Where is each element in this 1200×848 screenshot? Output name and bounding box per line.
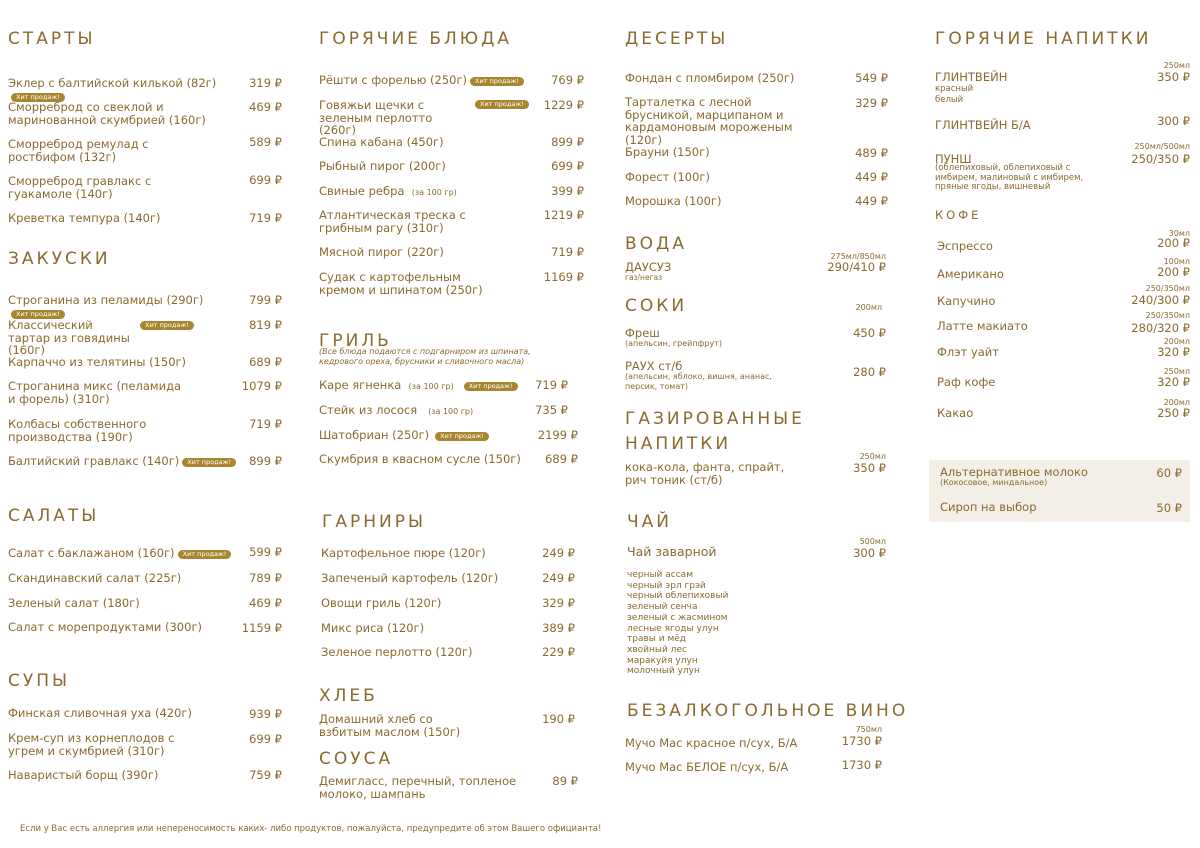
volume-label: 750мл [855,725,882,734]
menu-item-price: 1730 ₽ [841,734,882,748]
menu-item-name: Судак с картофельным кремом и шпинатом (250г) [319,270,483,297]
menu-item-name: Строганина из пеламиды (290г)Хит продаж! [8,293,204,318]
menu-item-price: 789 ₽ [249,571,282,585]
hit-badge: Хит продаж! [182,458,236,467]
menu-item-name: Рёшти с форелью (250г) Хит продаж! [319,74,539,87]
menu-item-name: Тарталетка с лесной брусникой, марципаном и кардамоновым мороженым (120г) [625,95,793,147]
volume-label: 100мл [1163,257,1190,266]
menu-item-price: 389 ₽ [542,621,575,635]
menu-item-price: 290/410 ₽ [827,260,886,274]
menu-item-name: Финская сливочная уха (420г) [8,706,192,720]
menu-item-name: Чай заварной [627,544,717,559]
menu-item-name: Крем-суп из корнеплодов с угрем и скумбрией (310г) [8,731,175,758]
menu-item-name: Форест (100г) [625,170,710,184]
menu-item-price: 450 ₽ [853,326,886,340]
tea-sort: лесные ягоды улун [627,623,719,634]
menu-item-sub: (облепиховый, облепиховый с имбирем, малиновый с имбирем, пряные ягоды, вишневый [935,163,1084,192]
hit-badge: Хит продаж! [11,93,65,102]
menu-item-price: 689 ₽ [249,355,282,369]
menu-item-name: Колбасы собственного производства (190г) [8,417,147,444]
menu-item-price: 319 ₽ [249,76,282,90]
menu-item-name: Мясной пирог (220г) [319,245,444,259]
menu-item-name: Рыбный пирог (200г) [319,159,446,173]
tea-sort: молочный улун [627,666,700,677]
menu-item-price: 300 ₽ [853,546,886,560]
menu-item-price: 329 ₽ [542,596,575,610]
menu-item-name: Говяжьи щечки с зеленым перлотто (260г) [319,98,433,137]
menu-item-name: Каре ягненка (за 100 гр) Хит продаж! [319,379,539,394]
menu-item-price: 589 ₽ [249,135,282,149]
menu-item-price: 699 ₽ [249,732,282,746]
menu-item-name: Мучо Мас БЕЛОЕ п/сух, Б/А [625,760,789,774]
section-title-juices: СОКИ [625,296,688,316]
per-weight-note: (за 100 гр) [408,382,454,391]
menu-item-name: Наваристый борщ (390г) [8,768,159,782]
section-title-tea: ЧАЙ [627,512,673,532]
menu-item-price: 819 ₽ [249,318,282,332]
menu-item-price: 320 ₽ [1157,375,1190,389]
menu-item-price: 350 ₽ [1157,70,1190,84]
section-title-hot-dishes: ГОРЯЧИЕ БЛЮДА [319,29,513,49]
menu-item-name: Строганина микс (пеламида и форель) (310г) [8,379,182,406]
volume-label: 200мл [1163,337,1190,346]
menu-item-price: 350 ₽ [853,461,886,475]
tea-sort: травы и мёд [627,634,687,645]
section-title-soups: СУПЫ [8,671,71,691]
menu-item-sub: (Кокосовое, миндальное) [940,478,1048,487]
volume-label: 200мл [1163,398,1190,407]
menu-item-name: Эспрессо [937,239,993,253]
volume-label: 250мл/500мл [1134,142,1190,151]
menu-item-price: 939 ₽ [249,707,282,721]
section-title-salads: САЛАТЫ [8,506,100,526]
menu-item-name: Спина кабана (450г) [319,135,444,149]
menu-item-name: ГЛИНТВЕЙН Б/А [935,118,1031,132]
section-title-na-wine: БЕЗАЛКОГОЛЬНОЕ ВИНО [627,701,909,721]
section-title-desserts: ДЕСЕРТЫ [625,29,729,49]
menu-item-name: Демигласс, перечный, топленое молоко, шампань [319,774,517,801]
menu-item-price: 399 ₽ [551,184,584,198]
menu-item-sub: (апельсин, яблоко, вишня, ананас, персик, томат) [625,372,772,391]
menu-item-name: Микс риса (120г) [321,621,425,635]
menu-item-name: Мучо Мас красное п/сух, Б/А [625,736,798,750]
hit-badge: Хит продаж! [464,382,518,391]
menu-item-price: 1219 ₽ [543,208,584,222]
menu-item-name: Стейк из лосося (за 100 гр) [319,403,474,417]
menu-item-name: Зеленый салат (180г) [8,596,140,610]
menu-item-price: 1169 ₽ [543,270,584,284]
menu-item-name: ДАУСУЗ [625,260,672,274]
volume-label: 500мл [859,537,886,546]
menu-item-price: 769 ₽ [551,73,584,87]
allergy-note: Если у Вас есть аллергия или непереносимость каких- либо продуктов, пожалуйста, предупредите об этом Вашего официанта! [20,824,602,834]
menu-item-price: 320 ₽ [1157,345,1190,359]
hit-badge: Хит продаж! [475,100,529,109]
menu-item-name: Морошка (100г) [625,194,722,208]
menu-item-name: Зеленое перлотто (120г) [321,645,473,659]
menu-item-name: Картофельное пюре (120г) [321,546,486,560]
section-title-sides: ГАРНИРЫ [322,512,426,532]
menu-item-price: 229 ₽ [542,645,575,659]
menu-item-price: 449 ₽ [855,170,888,184]
tea-sort: зеленый сенча [627,602,698,613]
menu-item-price: 240/300 ₽ [1131,293,1190,307]
hit-badge: Хит продаж! [435,432,489,441]
menu-item-sub: (апельсин, грейпфрут) [625,339,722,348]
menu-item-sub: газ/негаз [625,273,663,282]
tea-sort: хвойный лес [627,644,687,655]
menu-item-price: 1159 ₽ [241,621,282,635]
menu-item-price: 699 ₽ [249,173,282,187]
menu-item-price: 250/350 ₽ [1131,152,1190,166]
menu-item-price: 719 ₽ [535,378,568,392]
menu-item-name: Домашний хлеб со взбитым маслом (150г) [319,712,461,739]
menu-item-price: 599 ₽ [249,545,282,559]
menu-item-name: Салат с баклажаном (160г) Хит продаж! [8,547,248,560]
menu-item-sub: белый [935,95,964,105]
menu-item-price: 469 ₽ [249,100,282,114]
menu-item-price: 1079 ₽ [241,379,282,393]
hit-badge: Хит продаж! [140,321,194,330]
menu-item-price: 899 ₽ [249,454,282,468]
menu-item-price: 719 ₽ [249,211,282,225]
menu-item-name: Фреш [625,326,660,340]
tea-sorts-list [627,570,728,677]
menu-item-price: 489 ₽ [855,146,888,160]
menu-item-price: 280 ₽ [853,365,886,379]
hit-badge: Хит продаж! [470,77,524,86]
menu-item-price: 719 ₽ [551,245,584,259]
menu-item-name: Брауни (150г) [625,145,710,159]
menu-item-name: Американо [937,267,1004,281]
menu-item-price: 89 ₽ [552,774,578,788]
section-title-coffee: КОФЕ [935,208,982,222]
menu-item-price: 300 ₽ [1157,114,1190,128]
section-title-grill: ГРИЛЬ [319,331,392,351]
menu-item-name: Альтернативное молоко [940,465,1088,479]
menu-item-price: 699 ₽ [551,159,584,173]
menu-item-price: 190 ₽ [542,712,575,726]
volume-label: 250/350мл [1145,311,1190,320]
tea-sort: черный эрл грэй [627,580,706,591]
menu-item-name: Балтийский гравлакс (140г) Хит продаж! [8,455,248,468]
tea-sort: черный ассам [627,570,693,580]
menu-item-price: 1229 ₽ [543,98,584,112]
menu-item-price: 469 ₽ [249,596,282,610]
menu-item-name: ГЛИНТВЕЙН [935,70,1008,84]
menu-item-name: Атлантическая треска с грибным рагу (310г) [319,208,466,235]
menu-item-price: 250 ₽ [1157,406,1190,420]
section-title-hot-drinks: ГОРЯЧИЕ НАПИТКИ [935,29,1152,49]
menu-item-name: Сморреброд ремулад с ростбифом (132г) [8,137,149,164]
menu-item-name: ПУНШ [935,152,972,166]
menu-item-price: 60 ₽ [1156,466,1182,480]
menu-item-name: Раф кофе [937,375,996,389]
menu-item-price: 1730 ₽ [841,758,882,772]
menu-item-price: 799 ₽ [249,293,282,307]
menu-item-price: 899 ₽ [551,135,584,149]
menu-item-price: 249 ₽ [542,546,575,560]
menu-item-name: Скандинавский салат (225г) [8,571,182,585]
menu-item-price: 549 ₽ [855,71,888,85]
menu-item-price: 50 ₽ [1156,501,1182,515]
menu-item-name: Салат с морепродуктами (300г) [8,620,202,634]
volume-label: 275мл/850мл [830,252,886,261]
menu-item-price: 735 ₽ [535,403,568,417]
tea-sort: маракуйя улун [627,655,698,666]
menu-item-name: Классический тартар из говядины (160г) [8,318,130,357]
menu-item-sub: красный [935,84,974,94]
menu-item-name: Свиные ребра (за 100 гр) [319,184,457,198]
section-title-bread: ХЛЕБ [319,686,378,706]
tea-sort: зеленый с жасмином [627,612,728,623]
menu-item-name: Креветка темпура (140г) [8,211,161,225]
section-title-soda: ГАЗИРОВАННЫЕ НАПИТКИ [625,409,805,454]
menu-item-name: Овощи гриль (120г) [321,596,442,610]
section-title-sauces: СОУСА [319,749,394,769]
menu-item-name: Латте макиато [937,319,1028,333]
menu-item-price: 249 ₽ [542,571,575,585]
menu-item-name: кока-кола, фанта, спрайт, рич тоник (ст/б) [625,460,785,487]
menu-item-price: 759 ₽ [249,768,282,782]
menu-item-name: Фондан с пломбиром (250г) [625,71,795,85]
menu-item-name: Капучино [937,294,996,308]
per-weight-note: (за 100 гр) [411,188,457,197]
menu-item-price: 719 ₽ [249,417,282,431]
volume-label: 30мл [1168,229,1190,238]
menu-item-price: 2199 ₽ [537,428,578,442]
menu-item-price: 329 ₽ [855,96,888,110]
menu-item-name: Эклер с балтийской килькой (82г)Хит продаж! [8,76,217,101]
volume-label: 200мл [855,303,882,312]
menu-item-name: Сморреброд со свеклой и маринованной скумбрией (160г) [8,100,206,127]
volume-label: 250/350мл [1145,284,1190,293]
volume-label: 250мл [1163,367,1190,376]
section-title-snacks: ЗАКУСКИ [8,249,111,269]
per-weight-note: (за 100 гр) [428,407,474,416]
menu-item-name: Скумбрия в квасном сусле (150г) [319,452,521,466]
menu-item-price: 200 ₽ [1157,265,1190,279]
menu-item-name: Карпаччо из телятины (150г) [8,355,187,369]
section-title-water: ВОДА [625,234,687,254]
menu-item-name: Запеченый картофель (120г) [321,571,499,585]
menu-item-price: 280/320 ₽ [1131,321,1190,335]
menu-item-name: Какао [937,406,974,420]
grill-note: (Все блюда подаются с подгарниром из шпината, кедрового ореха, брусники и сливочного масла) [319,347,531,366]
menu-item-name: Сироп на выбор [940,500,1037,514]
tea-sort: черный облепиховый [627,591,729,602]
hit-badge: Хит продаж! [11,310,65,319]
volume-label: 250мл [859,452,886,461]
hit-badge: Хит продаж! [178,550,232,559]
menu-item-price: 689 ₽ [545,452,578,466]
menu-item-name: Шатобриан (250г) Хит продаж! [319,429,539,442]
menu-item-price: 200 ₽ [1157,236,1190,250]
menu-item-name: Сморреброд гравлакс с гуакамоле (140г) [8,174,152,201]
section-title-starts: СТАРТЫ [8,29,96,49]
menu-item-name: РАУХ ст/б [625,359,683,373]
menu-item-name: Флэт уайт [937,345,999,359]
menu-item-price: 449 ₽ [855,194,888,208]
volume-label: 250мл [1163,61,1190,70]
